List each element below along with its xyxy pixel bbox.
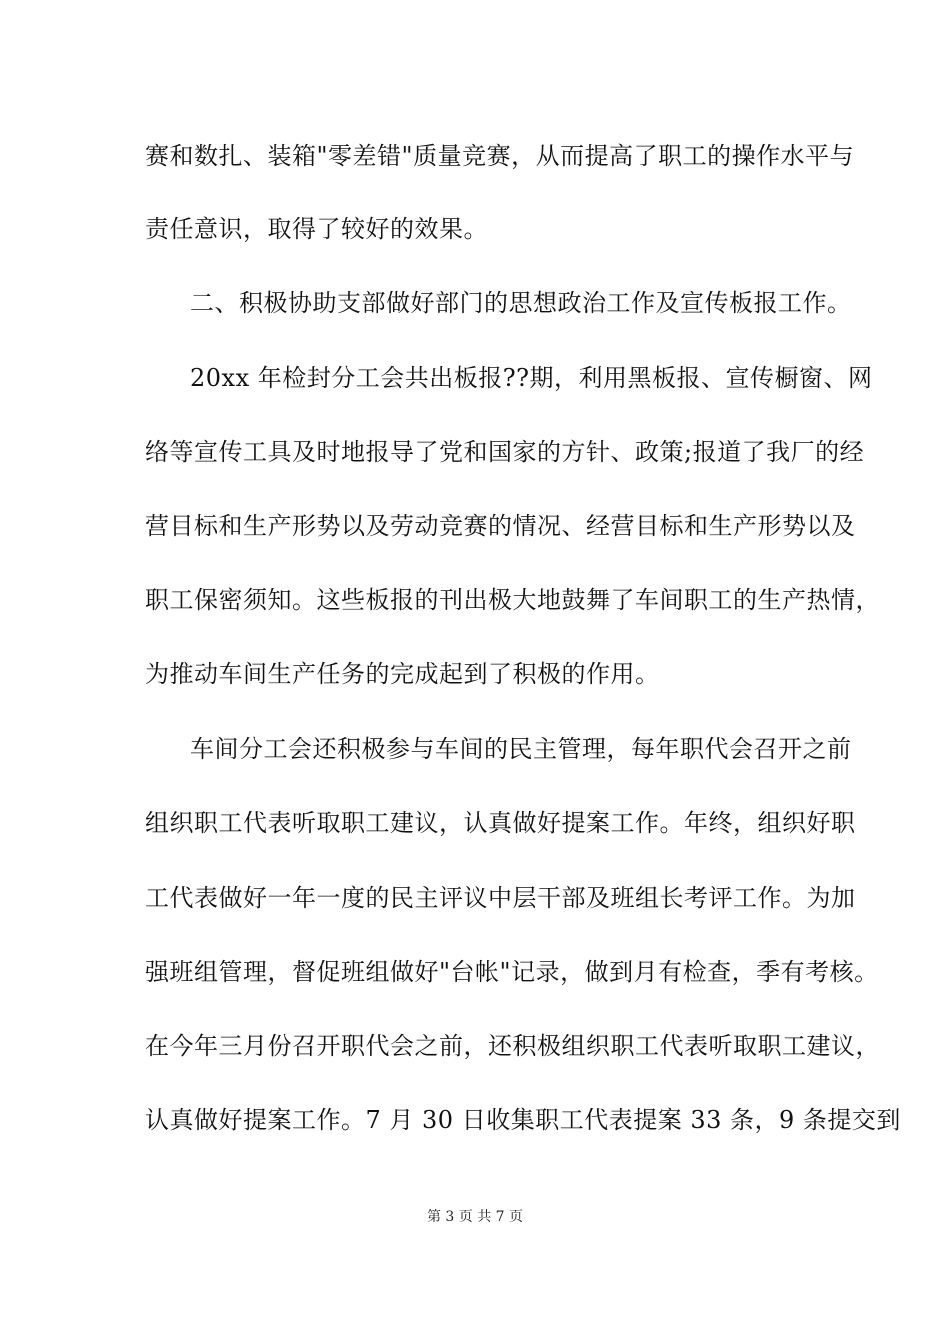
text-line-10: 组织职工代表听取职工建议，认真做好提案工作。年终，组织好职: [145, 809, 856, 837]
text-line-9: 车间分工会还积极参与车间的民主管理，每年职代会召开之前: [190, 735, 852, 763]
text-line-11: 工代表做好一年一度的民主评议中层干部及班组长考评工作。为加: [145, 884, 856, 912]
text-line-7: 职工保密须知。这些板报的刊出极大地鼓舞了车间职工的生产热情，: [145, 586, 880, 614]
text-line-14: 认真做好提案工作。7 月 30 日收集职工代表提案 33 条，9 条提交到: [145, 1106, 901, 1134]
text-line-6: 营目标和生产形势以及劳动竞赛的情况、经营目标和生产形势以及: [145, 512, 856, 540]
text-line-8: 为推动车间生产任务的完成起到了积极的作用。: [145, 660, 660, 688]
text-line-4: 20xx 年检封分工会共出板报??期，利用黑板报、宣传橱窗、网: [190, 364, 873, 392]
text-line-13: 在今年三月份召开职代会之前，还积极组织职工代表听取职工建议，: [145, 1032, 880, 1060]
page-number-footer: 第 3 页 共 7 页: [426, 1209, 524, 1225]
text-line-12: 强班组管理，督促班组做好"台帐"记录，做到月有检查，季有考核。: [145, 958, 879, 986]
section-heading-2: 二、积极协助支部做好部门的思想政治工作及宣传板报工作。: [190, 289, 852, 317]
text-line-2: 责任意识，取得了较好的效果。: [145, 215, 488, 243]
text-line-5: 络等宣传工具及时地报导了党和国家的方针、政策;报道了我厂的经: [145, 438, 865, 466]
text-line-1: 赛和数扎、装箱"零差错"质量竞赛，从而提高了职工的操作水平与: [145, 142, 855, 170]
